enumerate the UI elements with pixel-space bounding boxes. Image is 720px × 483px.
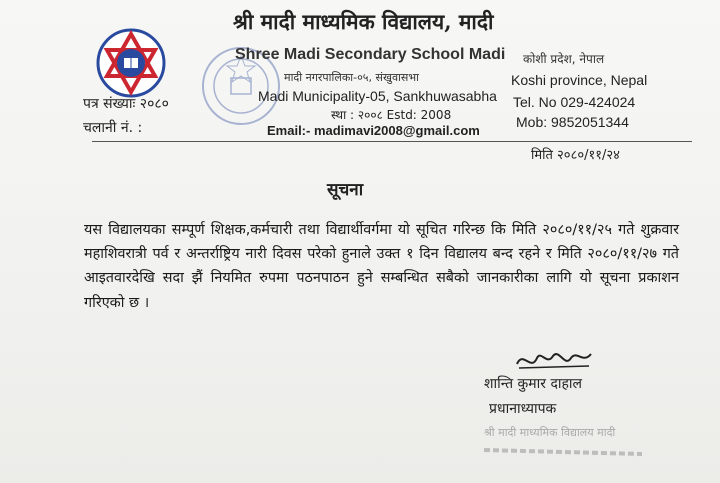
principal-signature-icon <box>513 346 595 376</box>
notice-date: मिति २०८०/११/२४ <box>531 148 620 163</box>
address-nepali: मादी नगरपालिका-०५, संखुवासभा <box>284 71 419 84</box>
school-email: Email:- madimavi2008@gmail.com <box>267 123 480 138</box>
notice-body: यस विद्यालयका सम्पूर्ण शिक्षक,कर्मचारी तथा विद्यार्थीवर्गमा यो सूचित गरिन्छ कि मिति २०८०/११/२५ गते शुक्रवार महाशिवरात्री पर्व र अन्तर्राष्ट्रिय नारी दिवस परेको हुनाले उक्त १ दिन विद्यालय बन्द रहने र मिति २०८०/११/२७ गते आइतवारदेखि सदा झैं नियमित रुपमा पठनपाठन हुने सम्बन्धित सबैको जानकारीका लागि यो सूचना प्रकाशन गरिएको छ । <box>84 222 679 311</box>
province-english: Koshi province, Nepal <box>511 72 648 88</box>
office-seal-icon <box>482 418 662 464</box>
reference-number: पत्र संख्याः २०८० <box>83 96 169 112</box>
school-logo-icon <box>96 28 166 98</box>
address-english: Madi Municipality-05, Sankhuwasabha <box>258 88 497 104</box>
mobile-number: Mob: 9852051344 <box>516 114 629 130</box>
school-name-english: Shree Madi Secondary School Madi <box>235 46 506 63</box>
notice-title: सूचना <box>327 180 364 200</box>
signer-title: प्रधानाध्यापक <box>489 401 557 417</box>
dispatch-number: चलानी नं. : <box>83 120 143 136</box>
signer-name: शान्ति कुमार दाहाल <box>484 376 583 392</box>
telephone-number: Tel. No 029-424024 <box>513 94 636 110</box>
header-divider <box>92 141 692 142</box>
school-stamp-icon <box>198 24 284 136</box>
established-year: स्था : २००८ Estd: 2008 <box>331 108 452 122</box>
province-nepali: कोशी प्रदेश, नेपाल <box>523 52 605 66</box>
office-seal-text: श्री मादी माध्यमिक विद्यालय मादी <box>484 426 616 439</box>
school-name-nepali: श्री मादी माध्यमिक विद्यालय, मादी <box>233 9 494 34</box>
